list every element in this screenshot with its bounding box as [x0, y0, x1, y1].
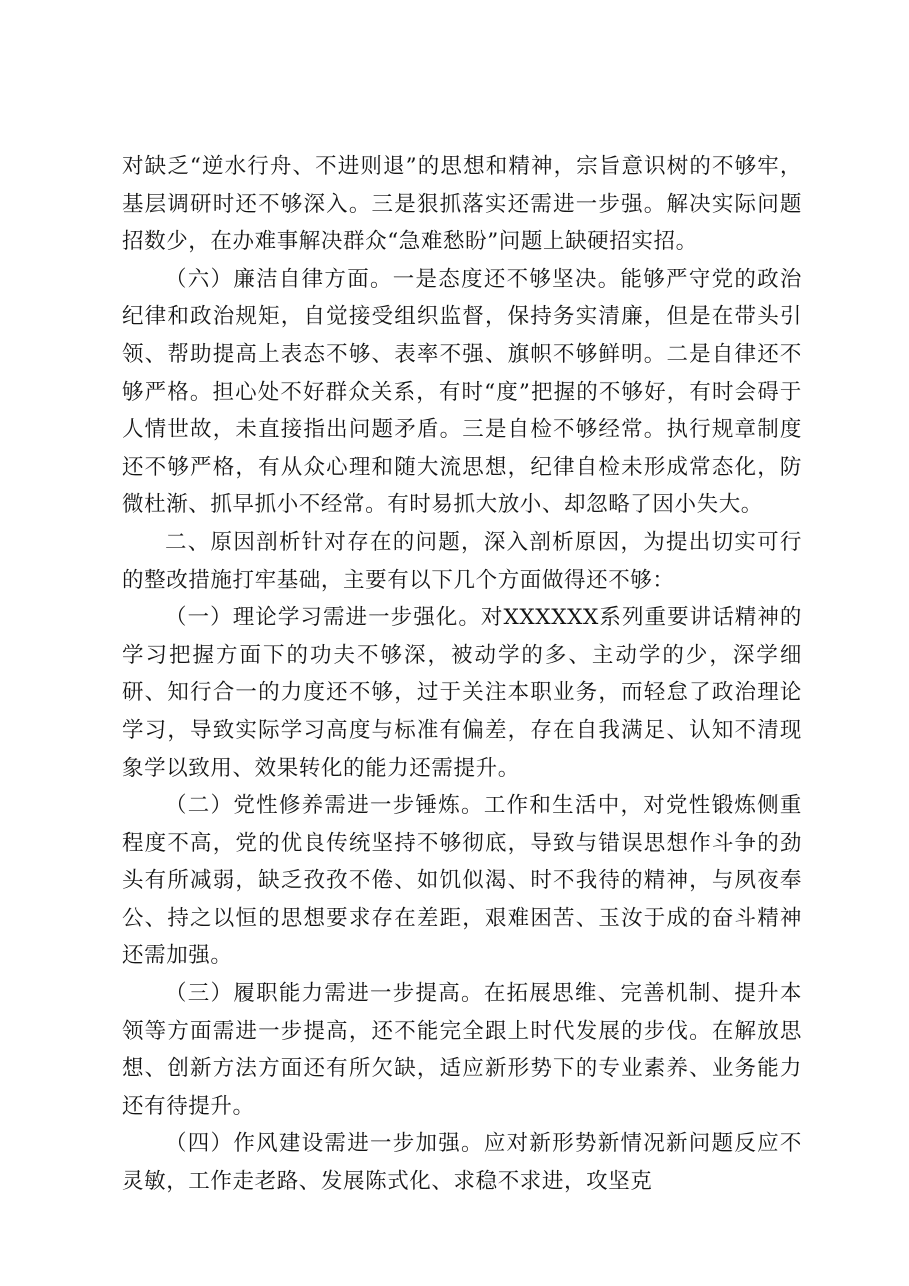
- paragraph-work-style: （四）作风建设需进一步加强。应对新形势新情况新问题反应不灵敏，工作走老路、发展陈式化、求稳不求进，攻坚克: [122, 1131, 802, 1195]
- paragraph-theory-study: （一）理论学习需进一步强化。对XXXXXX系列重要讲话精神的学习把握方面下的功夫不够深，被动学的多、主动学的少，深学细研、知行合一的力度还不够，过于关注本职业务，而轻怠了政治理论学习，导致实际学习高度与标准有偏差，存在自我满足、认知不清现象学以致用、效果转化的能力还需提升。: [122, 605, 802, 781]
- document-body: [122, 148, 802, 1201]
- paragraph-party-spirit: （二）党性修养需进一步锤炼。工作和生活中，对党性锻炼侧重程度不高，党的优良传统坚持不够彻底，导致与错误思想作斗争的劲头有所减弱，缺乏孜孜不倦、如饥似渴、时不我待的精神，与夙夜奉公、持之以恒的思想要求存在差距，艰难困苦、玉汝于成的奋斗精神还需加强。: [122, 793, 802, 969]
- paragraph-duty-capability: （三）履职能力需进一步提高。在拓展思维、完善机制、提升本领等方面需进一步提高，还不能完全跟上时代发展的步伐。在解放思想、创新方法方面还有所欠缺，适应新形势下的专业素养、业务能力还有待提升。: [122, 981, 802, 1119]
- paragraph-continuation: 对缺乏“逆水行舟、不进则退”的思想和精神，宗旨意识树的不够牢，基层调研时还不够深入。三是狠抓落实还需进一步强。解决实际问题招数少，在办难事解决群众“急难愁盼”问题上缺硬招实招。: [122, 154, 802, 255]
- paragraph-cause-analysis-heading: 二、原因剖析针对存在的问题，深入剖析原因，为提出切实可行的整改措施打牢基础，主要有以下几个方面做得还不够：: [122, 529, 802, 593]
- paragraph-integrity-self-discipline: （六）廉洁自律方面。一是态度还不够坚决。能够严守党的政治纪律和政治规矩，自觉接受组织监督，保持务实清廉，但是在带头引领、帮助提高上表态不够、表率不强、旗帜不够鲜明。二是自律还不够严格。担心处不好群众关系，有时“度”把握的不够好，有时会碍于人情世故，未直接指出问题矛盾。三是自检不够经常。执行规章制度还不够严格，有从众心理和随大流思想，纪律自检未形成常态化，防微杜渐、抓早抓小不经常。有时易抓大放小、却忽略了因小失大。: [122, 266, 802, 518]
